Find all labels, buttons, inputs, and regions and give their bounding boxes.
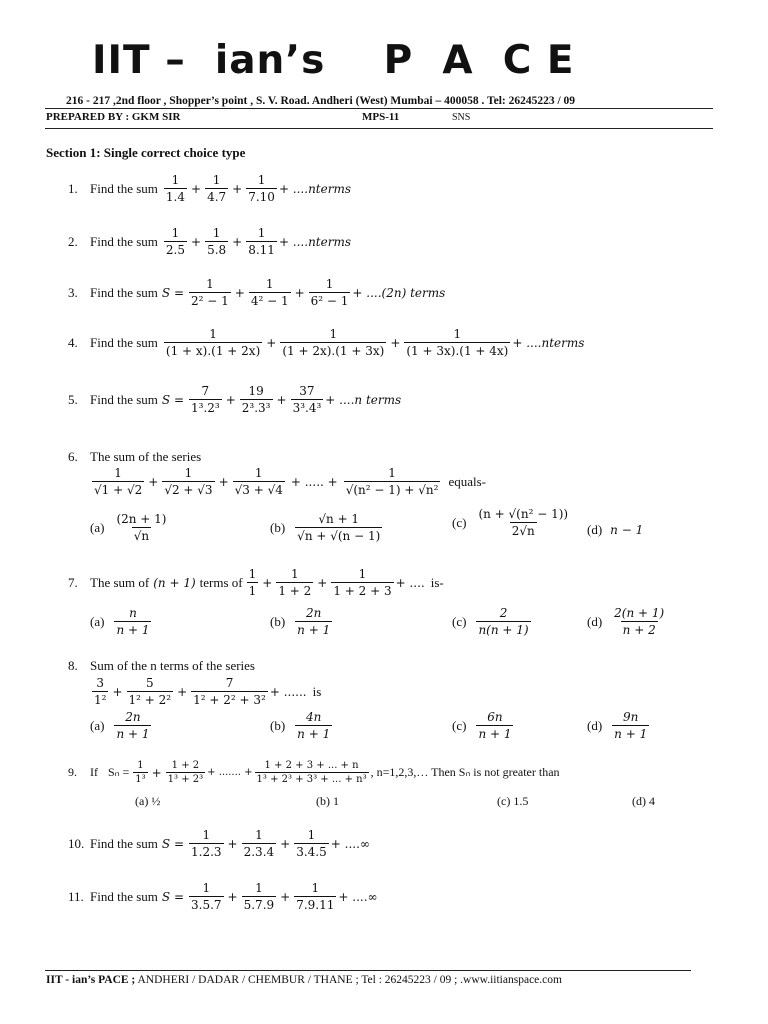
option-c[interactable] <box>452 507 572 538</box>
option-fraction <box>114 606 151 637</box>
fraction-term <box>246 173 277 204</box>
header-divider-bottom <box>45 128 713 129</box>
numerator: 1 <box>248 567 257 581</box>
sum-symbol: S = <box>161 285 184 300</box>
option-d[interactable] <box>587 606 668 637</box>
question-text: Find the sum <box>90 888 158 904</box>
option-value: n − 1 <box>610 523 644 537</box>
sum-symbol: Sₙ = <box>108 765 130 779</box>
fraction-term <box>205 226 228 257</box>
question-7: 7. The sum of (n + 1) terms of $\frac{1}{1}$ + $\frac{1}{1 + 2}$ + $\frac{1}{1 + 2 + 3}$ + .... is- <box>68 567 444 598</box>
fraction-term <box>164 226 187 257</box>
denominator: √3 + √4 <box>234 483 283 497</box>
denominator: 1³.2³ <box>191 401 220 415</box>
question-number: 7. <box>68 574 78 590</box>
option-fraction <box>476 710 513 741</box>
denominator: 5.7.9 <box>243 898 275 912</box>
denominator: 6² − 1 <box>310 294 349 308</box>
option-c[interactable] <box>497 794 528 809</box>
denominator: n + 2 <box>622 623 656 637</box>
series-tail: equals- <box>448 473 486 489</box>
denominator: √n <box>133 529 150 543</box>
denominator: 2√n <box>511 524 535 538</box>
question-tail: , n=1,2,3,… Then Sₙ is not greater than <box>370 765 560 779</box>
numerator: 6n <box>487 710 503 724</box>
question-1: 1. Find the sum $\frac{1}{1.4}$ + $\frac{1}{4.7}$ + $\frac{1}{7.10}$ + ....nterms <box>68 173 351 204</box>
option-label: (c) <box>452 717 467 733</box>
question-number: 1. <box>68 180 78 196</box>
series-tail: + ....(2n) terms <box>352 285 446 300</box>
question-2: 2. Find the sum $\frac{1}{2.5}$ + $\frac{1}{5.8}$ + $\frac{1}{8.11}$ + ....nterms <box>68 226 351 257</box>
denominator: 2² − 1 <box>191 294 229 308</box>
denominator: 1² + 2² <box>128 693 172 707</box>
question-end: is- <box>430 574 444 590</box>
numerator: 2(n + 1) <box>614 606 665 620</box>
denominator: n(n + 1) <box>478 623 529 637</box>
option-label: (c) <box>452 514 467 530</box>
series-ellipsis: + ..... + <box>290 474 338 489</box>
numerator: (n + √(n² − 1)) <box>478 507 569 521</box>
question-8-series: $\frac{3}{\text{1²}}$ + $\frac{5}{\text{1² + 2²}}$ + $\frac{7}{\text{1² + 2² + 3²}}$ + ...... is <box>94 676 322 707</box>
fraction-term <box>127 676 174 707</box>
fraction-term <box>242 828 277 859</box>
numerator: 2n <box>125 710 141 724</box>
sheet-code: MPS-11 <box>362 111 400 123</box>
denominator: 1 <box>248 584 257 598</box>
fraction-term <box>162 466 214 497</box>
question-text: Find the sum <box>90 284 158 300</box>
footer-brand: IIT - ian’s PACE ; <box>46 974 136 986</box>
numerator: 1 + 2 <box>171 760 200 771</box>
option-fraction <box>114 512 168 543</box>
numerator: 1 <box>265 277 274 291</box>
option-a[interactable] <box>90 512 170 543</box>
numerator: 1 <box>171 173 180 187</box>
numerator: 1 <box>311 881 320 895</box>
numerator: 1 <box>257 173 266 187</box>
header-divider-top <box>45 108 713 109</box>
numerator: 1 <box>171 226 180 240</box>
denominator: (1 + x).(1 + 2x) <box>165 344 261 358</box>
fraction-term <box>164 173 187 204</box>
option-b[interactable] <box>270 512 384 543</box>
footer-contact: ANDHERI / DADAR / CHEMBUR / THANE ; Tel : 26245223 / 09 ; .www.iitianspace.com <box>135 974 562 986</box>
numerator: 1 <box>212 173 221 187</box>
footer-divider <box>45 970 691 971</box>
fraction-term <box>344 466 441 497</box>
option-fraction <box>295 512 382 543</box>
fraction-term <box>294 881 336 912</box>
option-label: (b) <box>270 519 286 535</box>
fraction-term <box>133 760 147 785</box>
numerator: 19 <box>248 384 264 398</box>
fraction-term <box>331 567 393 598</box>
option-fraction <box>476 606 530 637</box>
numerator: 1 <box>255 828 263 842</box>
denominator: 2³.3³ <box>241 401 271 415</box>
section-heading: Section 1: Single correct choice type <box>46 145 246 160</box>
numerator: 1 <box>137 760 144 771</box>
numerator: √n + 1 <box>318 512 360 526</box>
fraction-term <box>294 828 329 859</box>
fraction-term <box>189 384 222 415</box>
series-tail: + ....nterms <box>278 234 351 249</box>
fraction-term <box>189 828 224 859</box>
fraction-term <box>166 760 205 785</box>
denominator: 1.2.3 <box>191 845 222 859</box>
denominator: 7.10 <box>248 190 275 204</box>
question-4: 4. Find the sum $\frac{1}{(1 + x).(1 + 2x)}$ + $\frac{1}{(1 + 2x).(1 + 3x)}$ + $\frac{1}{(1 + 3x).(1 + 4x)}$ + ....nterms <box>68 327 585 358</box>
numerator: 1 <box>388 466 396 480</box>
fraction-term <box>205 173 228 204</box>
option-fraction <box>295 710 332 741</box>
option-c[interactable] <box>452 710 515 741</box>
denominator: 1² <box>94 693 107 707</box>
denominator: 1.4 <box>165 190 185 204</box>
question-number: 2. <box>68 233 78 249</box>
series-tail: + ...... <box>269 684 307 699</box>
denominator: 1 + 2 <box>278 584 312 598</box>
series-ellipsis: + ....... + <box>207 767 253 778</box>
numerator: 5 <box>145 676 154 690</box>
denominator: n + 1 <box>116 623 150 637</box>
series-tail: + .... <box>395 575 425 590</box>
denominator: n + 1 <box>614 727 648 741</box>
series-tail: + ....nterms <box>278 181 351 196</box>
question-text: If <box>90 765 98 779</box>
numerator: 1 <box>453 327 462 341</box>
option-label: (d) <box>587 522 603 537</box>
denominator: 8.11 <box>248 243 275 257</box>
question-3: 3. Find the sum S = $\frac{1}{\text{2² − 1}}$ + $\frac{1}{\text{4² − 1}}$ + $\frac{1}{\text{6² − 1}}$ + ....(2n) terms <box>68 277 446 308</box>
numerator: n <box>129 606 137 620</box>
question-number: 5. <box>68 391 78 407</box>
sum-symbol: S = <box>161 836 184 851</box>
option-a[interactable] <box>135 794 160 809</box>
denominator: 1² + 2² + 3² <box>193 693 266 707</box>
denominator: √(n² − 1) + √n² <box>345 483 439 497</box>
numerator: 1 <box>212 226 221 240</box>
series-tail: + ....∞ <box>330 836 370 851</box>
numerator: 1 + 2 + 3 + ... + n <box>264 760 359 771</box>
denominator: √n + √(n − 1) <box>297 529 381 543</box>
sum-symbol: S = <box>161 889 184 904</box>
institute-address: 216 - 217 ,2nd floor , Shopper’s point , S. V. Road. Andheri (West) Mumbai – 400058 . Tel: 26245223 / 09 <box>66 95 576 107</box>
denominator: n + 1 <box>116 727 150 741</box>
question-text: The sum of <box>90 574 150 590</box>
option-label: (b) <box>270 613 286 629</box>
option-label: (a) <box>90 613 105 629</box>
denominator: 2.5 <box>165 243 185 257</box>
option-label: (b) <box>270 717 286 733</box>
option-fraction <box>612 606 666 637</box>
question-end: is <box>312 683 322 699</box>
numerator: 2n <box>306 606 322 620</box>
option-a[interactable] <box>90 710 153 741</box>
question-text: Find the sum <box>90 334 158 350</box>
question-6 <box>68 449 201 465</box>
sum-symbol: S = <box>161 392 184 407</box>
fraction-term <box>240 384 273 415</box>
option-label: (d) <box>587 613 603 629</box>
question-text: Sum of the n terms of the series <box>90 658 255 673</box>
denominator: 1³ + 2³ <box>167 774 204 785</box>
fraction-term <box>92 466 144 497</box>
numerator: 7 <box>225 676 234 690</box>
option-fraction <box>476 507 570 538</box>
question-text: Find the sum <box>90 180 158 196</box>
fraction-term <box>291 384 324 415</box>
sheet-subcode: SNS <box>452 112 471 123</box>
fraction-term <box>164 327 262 358</box>
series-tail: + ....∞ <box>338 889 378 904</box>
numerator: 1 <box>114 466 122 480</box>
fraction-term <box>255 760 369 785</box>
option-label: (a) <box>90 519 105 535</box>
question-8 <box>68 658 255 674</box>
fraction-term <box>233 466 285 497</box>
fraction-term <box>189 881 224 912</box>
question-11: 11. Find the sum S = $\frac{1}{3.5.7}$ + $\frac{1}{5.7.9}$ + $\frac{1}{7.9.11}$ + ....∞ <box>68 881 378 912</box>
option-fraction <box>295 606 332 637</box>
denominator: (1 + 2x).(1 + 3x) <box>282 344 385 358</box>
denominator: 4² − 1 <box>250 294 289 308</box>
question-text: Find the sum <box>90 391 158 407</box>
denominator: √1 + √2 <box>94 483 143 497</box>
question-6-series: $\frac{1}{√1 + √2}$ + $\frac{1}{√2 + √3}$ + $\frac{1}{√3 + √4}$ + ..... + $\frac{1}{\text{√(n² − 1) + √n²}}$ equals- <box>94 466 486 497</box>
fraction-term <box>189 277 231 308</box>
question-9: 9. If Sₙ = $\frac{1}{\text{1³}}$ + $\frac{1 + 2}{\text{1³ + 2³}}$ + ....... + $\frac{1 + 2 + 3 + ... + n}{\text{1³ + 2³ + 3³ + ... + n³}}$ , n=1,2,3,… Then Sₙ is not greater than <box>68 760 560 785</box>
denominator: 1³ + 2³ + 3³ + ... + n³ <box>256 774 367 785</box>
fraction-term <box>242 881 277 912</box>
option-text: (c) 1.5 <box>497 794 529 808</box>
numerator: 4n <box>306 710 322 724</box>
numerator: 2 <box>499 606 508 620</box>
denominator: 2.3.4 <box>243 845 275 859</box>
option-b[interactable] <box>270 606 334 637</box>
denominator: 1 + 2 + 3 <box>333 584 392 598</box>
numerator: 37 <box>299 384 315 398</box>
numerator: 1 <box>254 466 263 480</box>
question-number: 6. <box>68 449 78 464</box>
option-fraction <box>114 710 151 741</box>
option-text: (a) ½ <box>135 794 161 808</box>
numerator: 9n <box>623 710 639 724</box>
numerator: 1 <box>209 327 217 341</box>
question-text: The sum of the series <box>90 449 202 464</box>
fraction-term <box>276 567 313 598</box>
option-label: (c) <box>452 613 467 629</box>
question-text: Find the sum <box>90 835 158 851</box>
series-tail: + ....nterms <box>512 335 585 350</box>
denominator: √2 + √3 <box>164 483 213 497</box>
prepared-by: PREPARED BY : GKM SIR <box>46 111 181 123</box>
question-number: 8. <box>68 658 78 673</box>
denominator: 3.4.5 <box>296 845 327 859</box>
numerator: 7 <box>201 384 210 398</box>
option-label: (d) <box>587 717 603 733</box>
numerator: 1 <box>184 466 193 480</box>
fraction-term <box>249 277 291 308</box>
numerator: 1 <box>202 828 211 842</box>
question-text: Find the sum <box>90 233 158 249</box>
option-d[interactable] <box>587 522 643 538</box>
question-number: 4. <box>68 334 78 350</box>
denominator: 1³ <box>135 774 146 785</box>
footer <box>46 974 562 986</box>
numerator: (2n + 1) <box>116 512 167 526</box>
numerator: 1 <box>290 567 299 581</box>
option-label: (a) <box>90 717 105 733</box>
denominator: 3³.4³ <box>292 401 322 415</box>
fraction-term <box>191 676 268 707</box>
question-number: 10. <box>68 835 85 851</box>
fraction-term <box>247 567 259 598</box>
option-d[interactable] <box>632 794 655 809</box>
numerator: 1 <box>307 828 316 842</box>
option-b[interactable] <box>270 710 334 741</box>
term-count: (n + 1) <box>153 575 196 590</box>
denominator: 5.8 <box>207 243 227 257</box>
fraction-term <box>246 226 277 257</box>
option-text: (b) 1 <box>316 794 339 808</box>
question-5: 5. Find the sum S = $\frac{7}{\text{1³.2³}}$ + $\frac{19}{\text{2³.3³}}$ + $\frac{37}{\text{3³.4³}}$ + ....n terms <box>68 384 402 415</box>
institute-title: IIT – ian’s P A C E <box>92 38 575 83</box>
numerator: 1 <box>358 567 367 581</box>
option-b[interactable] <box>316 794 339 809</box>
numerator: 1 <box>329 327 338 341</box>
fraction-term <box>404 327 510 358</box>
denominator: n + 1 <box>478 727 512 741</box>
fraction-term <box>309 277 351 308</box>
numerator: 1 <box>206 277 214 291</box>
option-text: (d) 4 <box>632 794 655 808</box>
denominator: n + 1 <box>297 727 331 741</box>
option-fraction <box>612 710 649 741</box>
option-c[interactable] <box>452 606 533 637</box>
denominator: 3.5.7 <box>191 898 222 912</box>
question-number: 9. <box>68 765 77 779</box>
question-text-2: terms of <box>199 574 243 590</box>
question-number: 3. <box>68 284 78 300</box>
numerator: 3 <box>96 676 105 690</box>
denominator: 4.7 <box>207 190 227 204</box>
question-10: 10. Find the sum S = $\frac{1}{1.2.3}$ + $\frac{1}{2.3.4}$ + $\frac{1}{3.4.5}$ + ....∞ <box>68 828 370 859</box>
denominator: n + 1 <box>297 623 331 637</box>
numerator: 1 <box>257 226 266 240</box>
denominator: 7.9.11 <box>296 898 335 912</box>
option-a[interactable] <box>90 606 153 637</box>
denominator: (1 + 3x).(1 + 4x) <box>406 344 509 358</box>
series-tail: + ....n terms <box>325 392 402 407</box>
question-number: 11. <box>68 888 84 904</box>
numerator: 1 <box>255 881 263 895</box>
option-d[interactable] <box>587 710 651 741</box>
fraction-term <box>280 327 386 358</box>
fraction-term <box>92 676 108 707</box>
numerator: 1 <box>202 881 211 895</box>
numerator: 1 <box>325 277 334 291</box>
